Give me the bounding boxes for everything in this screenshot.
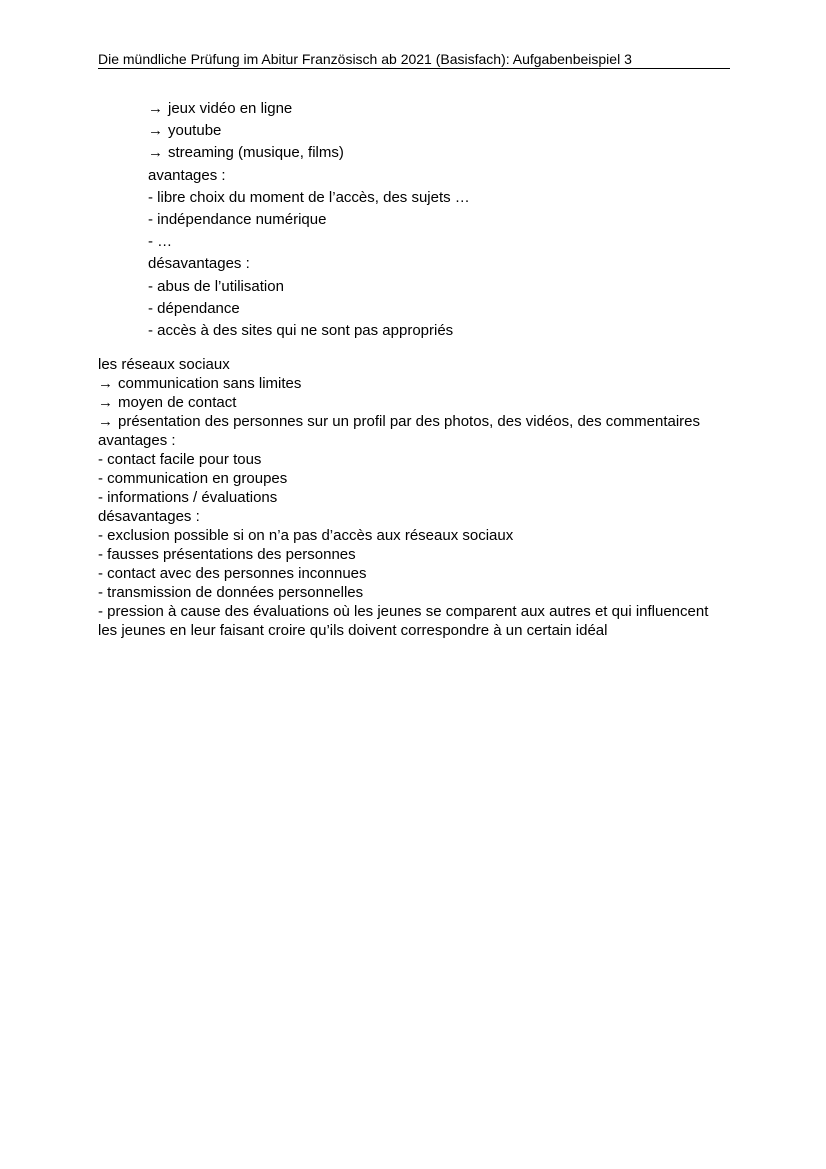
arrow-item: → youtube [148, 120, 728, 142]
arrow-item: → présentation des personnes sur un profil par des photos, des vidéos, des commentaires [98, 413, 700, 430]
list-item: - accès à des sites qui ne sont pas appropriés [148, 322, 454, 340]
list-item: - abus de l’utilisation [148, 277, 284, 295]
arrow-item: → streaming (musique, films) [148, 142, 728, 164]
list-item: - pression à cause des évaluations où les jeunes se comparent aux autres et qui influencent les jeunes en leur faisant croire qu’ils doivent correspondre à un certain idéal [98, 603, 709, 639]
section-title: les réseaux sociaux [98, 356, 230, 373]
list-item: - transmission de données personnelles [98, 584, 364, 601]
list-item: - dépendance [148, 299, 240, 317]
arrow-icon: → [98, 375, 113, 392]
arrow-icon: → [148, 144, 163, 162]
social-media-section [98, 355, 728, 640]
arrow-icon: → [98, 394, 113, 411]
advantages-heading: avantages : [148, 166, 226, 184]
advantages-heading: avantages : [98, 432, 176, 449]
disadvantages-heading: désavantages : [98, 508, 200, 525]
list-item: - contact avec des personnes inconnues [98, 565, 367, 582]
list-item: - … [148, 233, 173, 251]
arrow-icon: → [98, 413, 113, 430]
list-item: - exclusion possible si on n’a pas d’accès aux réseaux sociaux [98, 527, 514, 544]
arrow-icon: → [148, 122, 163, 140]
arrow-icon: → [148, 100, 163, 117]
disadvantages-heading: désavantages : [148, 255, 250, 273]
list-item: - contact facile pour tous [98, 451, 262, 468]
list-item: - libre choix du moment de l’accès, des sujets … [148, 188, 470, 206]
arrow-item: → communication sans limites [98, 375, 302, 392]
internet-section [148, 98, 728, 342]
arrow-item: → jeux vidéo en ligne [148, 98, 728, 120]
page-header [98, 50, 730, 69]
list-item: - informations / évaluations [98, 489, 278, 506]
arrow-item: → moyen de contact [98, 394, 237, 411]
list-item: - indépendance numérique [148, 211, 327, 229]
header-title: Die mündliche Prüfung im Abitur Französisch ab 2021 (Basisfach): Aufgabenbeispiel 3 [98, 51, 632, 67]
list-item: - communication en groupes [98, 470, 288, 487]
list-item: - fausses présentations des personnes [98, 546, 356, 563]
